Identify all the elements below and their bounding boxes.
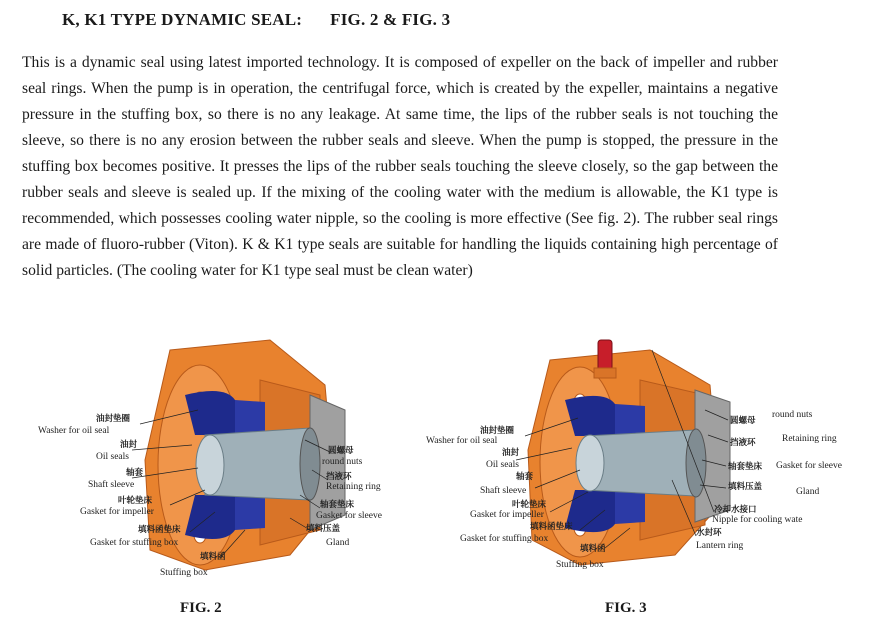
fig2-sleeve-end (196, 435, 224, 495)
fig2-label-sleeve-en: Shaft sleeve (88, 480, 135, 490)
fig3-label-sleeve-cn: 轴套 (516, 472, 534, 482)
fig3-label-stuffing-box-en: Stuffing box (556, 560, 604, 570)
fig2-label-stuffing-box-cn: 填料函 (200, 552, 226, 562)
fig3-round-nut (686, 429, 706, 497)
fig2-label-sleeve-cn: 轴套 (126, 468, 144, 478)
section-heading (62, 10, 450, 30)
heading-title: K, K1 TYPE DYNAMIC SEAL: (62, 10, 303, 29)
fig2-label-round-nuts-en: round nuts (322, 457, 363, 467)
fig3-label-washer-en: Washer for oil seal (426, 436, 498, 446)
fig2-label-sleeve-gasket-cn: 轴套垫床 (320, 500, 355, 510)
fig3-caption: FIG. 3 (605, 600, 647, 616)
fig2-label-oil-seals-en: Oil seals (96, 452, 129, 462)
fig2-label-washer-cn: 油封垫圈 (96, 414, 131, 424)
fig3-sleeve-end (576, 435, 604, 491)
fig3-label-retaining-ring-en: Retaining ring (782, 434, 837, 444)
fig2-label-gland-cn: 填料压盖 (306, 524, 341, 534)
description-paragraph: This is a dynamic seal using latest imported technology. It is composed of expeller on the back of impeller and rubber seal rings. When the pump is in operation, the centrifugal force, which is created by the expeller, maintains a negative pressure in the stuffing box, so there is no any leakage. At same time, the lips of the rubber seals is not touching the sleeve, so there is no any erosion between the rubber seals and sleeve. When the pump is stopped, the pressure in the stuffing box becomes positive. It presses the lips of the rubber seals touching the sleeve closely, so the gap between the rubber seals and sleeve is sealed up. If the mixing of the cooling water with the medium is allowable, the K1 type is recommended, which possesses cooling water nipple, so the cooling is more effective (See fig. 2). The rubber seal rings are made of fluoro-rubber (Viton). K & K1 type seals are suitable for handling the liquids containing high percentage of solid particles. (The cooling water for K1 type seal must be clean water) (22, 54, 778, 279)
fig2-seal-ring-lower-2 (235, 495, 265, 530)
fig3-label-stuffing-gasket-en: Gasket for stuffing box (460, 534, 549, 544)
fig3-label-lantern-ring-en: Lantern ring (696, 541, 744, 551)
fig3-label-oil-seals-en: Oil seals (486, 460, 519, 470)
fig3-label-stuffing-box-cn: 填料函 (580, 544, 606, 554)
fig2-label-gland-en: Gland (326, 538, 350, 548)
fig2-label-retaining-ring-cn: 挡液环 (326, 472, 352, 482)
fig2-label-oil-seals-cn: 油封 (120, 440, 138, 450)
fig3-label-sleeve-en: Shaft sleeve (480, 486, 527, 496)
fig2-label-round-nuts-cn: 圆螺母 (328, 446, 354, 456)
fig2-label-stuffing-box-en: Stuffing box (160, 568, 208, 578)
fig3-label-oil-seals-cn: 油封 (502, 448, 520, 458)
fig3-nipple-base (594, 368, 616, 378)
fig3-label-stuffing-gasket-cn: 填料函垫床 (530, 522, 573, 532)
fig3-label-round-nuts-cn: 圆螺母 (730, 416, 756, 426)
fig2-round-nut (300, 428, 320, 500)
fig3-label-washer-cn: 油封垫圈 (480, 426, 515, 436)
fig2-shaft-sleeve (196, 428, 320, 500)
fig3-seal-illustration (420, 340, 860, 590)
fig3-label-nipple-cn: 冷却水接口 (714, 505, 757, 515)
fig3-label-sleeve-gasket-cn: 轴套垫床 (728, 462, 763, 472)
fig2-label-washer-en: Washer for oil seal (38, 426, 110, 436)
fig3-label-round-nuts-en: round nuts (772, 410, 813, 420)
heading-figure-reference: FIG. 2 & FIG. 3 (330, 10, 451, 29)
fig3-seal-ring-upper-2 (615, 404, 645, 436)
fig3-label-gland-en: Gland (796, 487, 820, 497)
fig3-label-impeller-gasket-en: Gasket for impeller (470, 510, 544, 520)
fig2-seal-ring-upper-2 (235, 400, 265, 435)
fig3-label-sleeve-gasket-en: Gasket for sleeve (776, 461, 842, 471)
fig3-label-gland-cn: 填料压盖 (728, 482, 763, 492)
fig2-seal-illustration (20, 340, 410, 590)
fig3-label-impeller-gasket-cn: 叶轮垫床 (512, 500, 547, 510)
fig2-label-impeller-gasket-en: Gasket for impeller (80, 507, 154, 517)
fig2-label-sleeve-gasket-en: Gasket for sleeve (316, 511, 382, 521)
fig3-label-retaining-ring-cn: 挡液环 (730, 438, 756, 448)
fig2-label-stuffing-gasket-cn: 填料函垫床 (138, 525, 181, 535)
fig2-label-retaining-ring-en: Retaining ring (326, 482, 381, 492)
fig2-label-stuffing-gasket-en: Gasket for stuffing box (90, 538, 179, 548)
fig3-seal-ring-lower-2 (615, 490, 645, 524)
fig3-label-lantern-ring-cn: 水封环 (696, 528, 722, 538)
fig2-label-impeller-gasket-cn: 叶轮垫床 (118, 496, 153, 506)
fig2-caption: FIG. 2 (180, 600, 222, 616)
fig3-label-nipple-en: Nipple for cooling wate (712, 515, 803, 525)
